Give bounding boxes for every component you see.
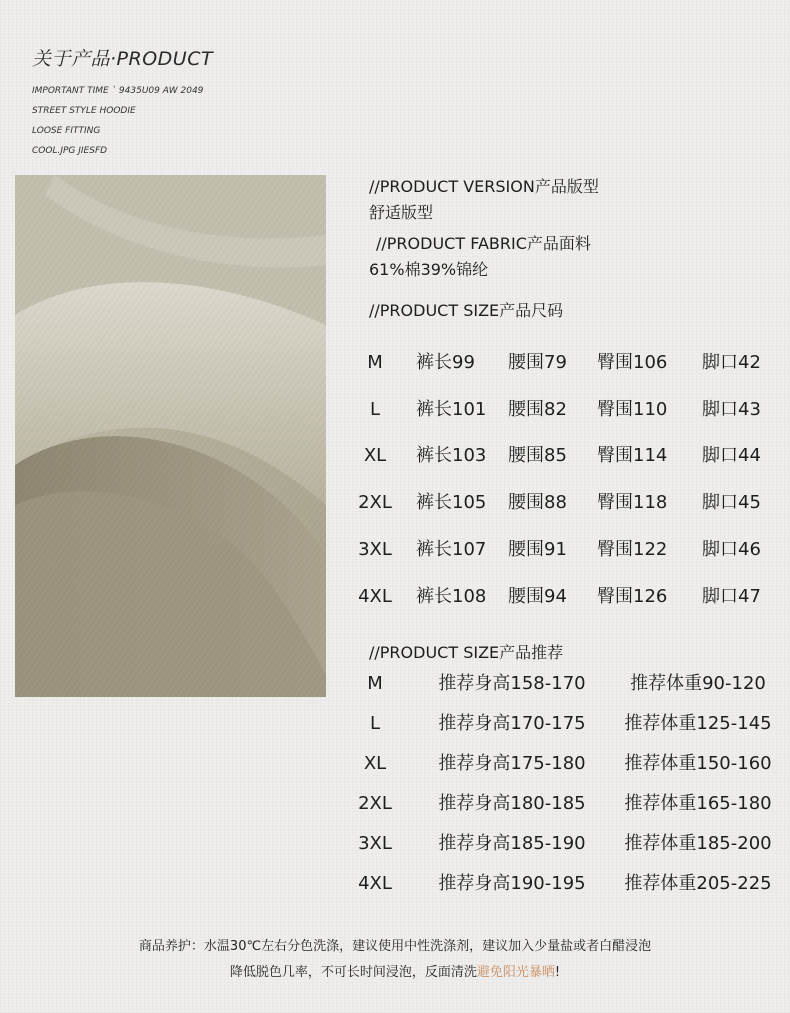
waist-cell: 腰围91 <box>508 539 567 560</box>
rec-weight-cell: 推荐体重185-200 <box>624 833 772 854</box>
hem-cell: 脚口46 <box>702 539 761 560</box>
rec-size-cell: L <box>369 713 381 734</box>
care-highlight: 避免阳光暴晒 <box>476 965 555 980</box>
size-row <box>0 348 790 378</box>
recommend-row <box>0 749 790 779</box>
hem-cell: 脚口44 <box>702 445 761 466</box>
fabric-photo <box>15 175 326 697</box>
length-cell: 裤长99 <box>416 352 475 373</box>
size-cell: M <box>367 352 383 373</box>
hip-cell: 臀围118 <box>597 492 668 513</box>
rec-weight-cell: 推荐体重125-145 <box>624 713 772 734</box>
rec-size-cell: 3XL <box>358 833 392 854</box>
rec-height-cell: 推荐身高158-170 <box>438 673 586 694</box>
header-line-1: IMPORTANT TIME ` 9435U09 AW 2049 <box>32 86 204 96</box>
hem-cell: 脚口43 <box>702 399 761 420</box>
rec-height-cell: 推荐身高190-195 <box>438 873 586 894</box>
size-cell: XL <box>363 445 387 466</box>
rec-height-cell: 推荐身高185-190 <box>438 833 586 854</box>
size-row <box>0 395 790 425</box>
care-line-2 <box>0 961 790 980</box>
length-cell: 裤长107 <box>416 539 487 560</box>
recommend-row <box>0 669 790 699</box>
version-value: 舒适版型 <box>369 203 434 222</box>
waist-cell: 腰围79 <box>508 352 567 373</box>
size-row <box>0 441 790 471</box>
size-cell: L <box>369 399 381 420</box>
recommend-heading: //PRODUCT SIZE产品推荐 <box>369 643 564 662</box>
recommend-row <box>0 869 790 899</box>
care-line-2-text: 降低脱色几率，不可长时间浸泡，反面清洗 <box>229 965 477 980</box>
rec-size-cell: XL <box>363 753 387 774</box>
size-cell: 2XL <box>358 492 392 513</box>
length-cell: 裤长101 <box>416 399 487 420</box>
length-cell: 裤长103 <box>416 445 487 466</box>
waist-cell: 腰围94 <box>508 586 567 607</box>
rec-weight-cell: 推荐体重150-160 <box>624 753 772 774</box>
hip-cell: 臀围122 <box>597 539 668 560</box>
product-header <box>32 44 213 161</box>
hip-cell: 臀围106 <box>597 352 668 373</box>
hem-cell: 脚口45 <box>702 492 761 513</box>
size-row <box>0 582 790 612</box>
header-line-4: COOL.JPG JIESFD <box>32 146 108 156</box>
rec-size-cell: 4XL <box>358 873 392 894</box>
size-row <box>0 535 790 565</box>
rec-height-cell: 推荐身高180-185 <box>438 793 586 814</box>
hip-cell: 臀围114 <box>597 445 668 466</box>
fabric-value: 61%棉39%锦纶 <box>369 260 489 279</box>
rec-size-cell: M <box>367 673 383 694</box>
rec-height-cell: 推荐身高175-180 <box>438 753 586 774</box>
header-title: 关于产品·PRODUCT <box>32 48 214 70</box>
waist-cell: 腰围85 <box>508 445 567 466</box>
version-heading: //PRODUCT VERSION产品版型 <box>369 177 599 196</box>
rec-weight-cell: 推荐体重205-225 <box>624 873 772 894</box>
care-line-2-end: ! <box>554 965 561 980</box>
rec-weight-cell: 推荐体重165-180 <box>624 793 772 814</box>
length-cell: 裤长105 <box>416 492 487 513</box>
header-line-2: STREET STYLE HOODIE <box>32 106 136 116</box>
fabric-heading: //PRODUCT FABRIC产品面料 <box>376 234 591 253</box>
rec-weight-cell: 推荐体重90-120 <box>630 673 766 694</box>
rec-size-cell: 2XL <box>358 793 392 814</box>
size-row <box>0 488 790 518</box>
hem-cell: 脚口42 <box>702 352 761 373</box>
recommend-row <box>0 789 790 819</box>
care-line-1: 商品养护：水温30℃左右分色洗涤，建议使用中性洗涤剂，建议加入少量盐或者白醋浸泡 <box>138 939 652 954</box>
hem-cell: 脚口47 <box>702 586 761 607</box>
header-line-3: LOOSE FITTING <box>32 126 101 136</box>
waist-cell: 腰围82 <box>508 399 567 420</box>
hip-cell: 臀围110 <box>597 399 668 420</box>
hip-cell: 臀围126 <box>597 586 668 607</box>
size-cell: 4XL <box>358 586 392 607</box>
recommend-row <box>0 709 790 739</box>
waist-cell: 腰围88 <box>508 492 567 513</box>
rec-height-cell: 推荐身高170-175 <box>438 713 586 734</box>
size-cell: 3XL <box>358 539 392 560</box>
size-table-heading: //PRODUCT SIZE产品尺码 <box>369 301 564 320</box>
length-cell: 裤长108 <box>416 586 487 607</box>
recommend-row <box>0 829 790 859</box>
